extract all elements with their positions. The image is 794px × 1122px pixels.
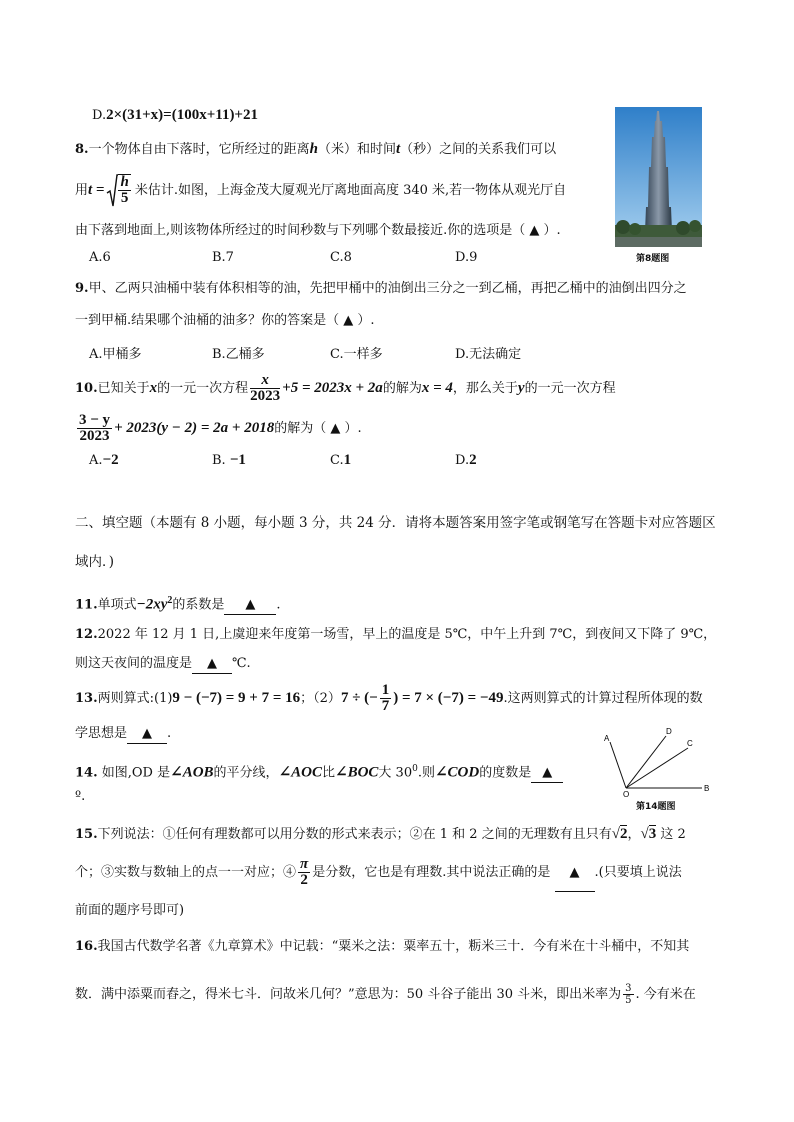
q15-line-2 [75, 855, 682, 892]
q11-answer-blank: ▲ [224, 596, 276, 615]
q8-text: 一个物体自由下落时，它所经过的距离 [88, 142, 310, 157]
ray-oc [626, 748, 688, 788]
q14-text: 的度数是 [479, 765, 532, 781]
q8-text: （米）和时间 [317, 142, 396, 157]
q13-text: 两则算式:(1) [97, 691, 173, 706]
q10-text: 已知关于 [97, 381, 150, 396]
q14-figure-caption: 第14题图 [636, 802, 676, 812]
q9-option-a: A.甲桶多 [89, 347, 142, 362]
q10-option-value: 2 [469, 452, 477, 468]
q9-text: 甲、乙两只油桶中装有体积相等的油，先把甲桶中的油倒出三分之一到乙桶，再把乙桶中的油倒出四分之 [88, 281, 687, 296]
q13-answer-blank: ▲ [127, 725, 167, 744]
q10-eq1-rest: +5 = 2023x + 2a [282, 380, 383, 396]
q10-eq2-rest: + 2023(y − 2) = 2a + 2018 [114, 420, 275, 436]
q13-frac-num: 1 [381, 682, 390, 698]
q11-number: 11. [75, 597, 98, 613]
q10-var-y: y [517, 380, 525, 396]
label-c: C [687, 739, 693, 748]
q15-number: 15. [75, 827, 98, 842]
q8-text: 用 [75, 183, 89, 198]
q10-eq2-num: 3 − y [79, 412, 111, 428]
q9-line-2: 一到甲桶.结果哪个油桶的油多？你的答案是（ ▲ ）. [75, 313, 375, 328]
q15-text: 个；③实数与数轴上的点一一对应；④ [75, 865, 297, 880]
q13-line-1 [75, 680, 703, 717]
q14-number: 14. [75, 765, 98, 781]
q16-line-2 [75, 980, 696, 1010]
q14-answer-blank: ▲ [531, 764, 563, 783]
q15-radicand-3: 3 [648, 826, 657, 842]
q10-option-value: −2 [102, 452, 119, 468]
q10-option-a [89, 452, 119, 469]
q10-line-2 [75, 410, 362, 447]
q8-option-b: B.7 [212, 250, 234, 265]
q10-option-label: B. [212, 453, 226, 468]
q15-line-1 [75, 825, 686, 844]
q12-answer-blank: ▲ [192, 655, 232, 674]
q8-formula-num: h [120, 174, 129, 190]
q14-angle-boc: ∠BOC [335, 764, 379, 781]
q14-text: .则 [417, 765, 435, 781]
q14-text: 大 30 [378, 765, 413, 781]
label-d: D [666, 727, 672, 736]
q10-number: 10. [75, 381, 98, 396]
label-a: A [604, 734, 610, 743]
q15-text: 是分数，它也是有理数.其中说法正确的是 [312, 865, 551, 880]
q10-var-x: x [149, 380, 158, 396]
q13-frac-den: 7 [381, 698, 390, 714]
q11-text: 的系数是 [172, 597, 225, 613]
q8-option-d: D.9 [455, 250, 478, 265]
q11-line [75, 592, 281, 615]
q12-line-1 [75, 626, 716, 644]
q10-eq2-den: 2023 [79, 428, 110, 444]
q11-text: . [276, 597, 281, 613]
q16-frac-den: 5 [625, 995, 632, 1006]
q13-text: 学思想是 [75, 726, 128, 741]
q13-text: ；（2） [300, 691, 341, 706]
section2-heading-cont: 域内．) [75, 554, 115, 570]
q15-pi-den: 2 [300, 872, 308, 888]
q10-text: 的解为 [382, 381, 422, 396]
q15-sqrt3: √3 [640, 826, 657, 842]
sqrt-sign-icon [106, 173, 118, 209]
q14-angle-cod: ∠COD [434, 764, 480, 781]
q8-option-a: A.6 [89, 250, 111, 265]
q15-pi-num: π [300, 856, 309, 872]
q8-sqrt [106, 173, 132, 209]
q16-text: 我国古代数学名著《九章算术》中记载：“粟米之法：粟率五十，粝米三十．今有米在十斗桶中，不知其 [97, 939, 690, 954]
q14-line-2: º. [75, 789, 86, 804]
q14-angle-diagram [598, 724, 718, 800]
ray-oa [610, 742, 626, 788]
q11-expr: −2xy [136, 596, 168, 613]
q10-text: 的解为（ ▲ ）. [274, 421, 362, 436]
q10-option-value: −1 [229, 452, 246, 468]
q8-figure-caption: 第8题图 [636, 254, 670, 264]
q9-option-d: D.无法确定 [455, 347, 522, 362]
q8-line-2 [75, 172, 566, 209]
q12-text: ℃. [232, 656, 251, 671]
q10-option-label: C. [330, 453, 344, 468]
q13-expr-2b: ) = 7 × (−7) = −49 [393, 690, 504, 706]
q10-option-value: 1 [343, 452, 352, 468]
q13-line-2 [75, 725, 171, 744]
q15-text: ， [627, 827, 641, 842]
q10-eq1-den: 2023 [250, 388, 281, 404]
q13-expr-2a: 7 ÷ (− [340, 690, 378, 706]
q14-angle-aoc: ∠AOC [278, 764, 322, 781]
q10-solution: x = 4 [421, 380, 453, 396]
q12-number: 12. [75, 627, 98, 642]
q8-var-h: h [309, 141, 318, 157]
q15-text: 下列说法：①任何有理数都可以用分数的形式来表示；②在 1 和 2 之间的无理数有且只有 [97, 827, 612, 842]
q8-line-3: 由下落到地面上,则该物体所经过的时间秒数与下列哪个数最接近.你的选项是（ ▲ ）. [75, 223, 561, 238]
q10-option-label: D. [455, 453, 470, 468]
q13-text: .这两则算式的计算过程所体现的数 [503, 691, 703, 706]
q10-eq1-num: x [250, 373, 280, 389]
q9-number: 9. [75, 281, 89, 296]
q14-degree: 0 [412, 764, 418, 774]
q15-text: .(只要填上说法 [594, 865, 682, 880]
q12-text: 2022 年 12 月 1 日,上虞迎来年度第一场雪，早上的温度是 5℃，中午上升到 7℃，到夜间又下降了 9℃， [97, 627, 717, 642]
q16-text: 数．满中添粟而舂之，得米七斗．问故米几何？”意思为：50 斗谷子能出 30 斗米，即出米率为 [75, 987, 622, 1002]
q10-text: ，那么关于 [452, 381, 518, 396]
q12-text: 则这天夜间的温度是 [75, 656, 193, 671]
q8-number: 8. [75, 142, 89, 157]
q15-sqrt2: √2 [611, 826, 628, 842]
q8-text: （秒）之间的关系我们可以 [400, 142, 557, 157]
q13-number: 13. [75, 691, 98, 706]
q9-option-c: C.一样多 [330, 347, 383, 362]
q16-line-1 [75, 938, 689, 956]
q11-exponent: 2 [167, 595, 173, 606]
q15-text: 这 2 [660, 827, 686, 842]
q9-option-b: B.乙桶多 [212, 347, 265, 362]
q13-text: . [167, 726, 172, 741]
q10-option-label: A. [89, 453, 103, 468]
q11-text: 单项式 [97, 597, 137, 613]
label-o: O [623, 790, 630, 799]
q12-line-2 [75, 655, 251, 674]
q10-text: 的一元一次方程 [157, 381, 249, 396]
q8-line-1 [75, 140, 556, 159]
q14-line-1 [75, 760, 563, 783]
q10-option-d [455, 452, 477, 469]
q14-angle-aob: ∠AOB [170, 764, 214, 781]
q10-text: 的一元一次方程 [524, 381, 616, 396]
q8-formula-den: 5 [120, 190, 129, 206]
q10-option-b [212, 452, 246, 469]
q8-option-c: C.8 [330, 250, 352, 265]
section2-heading: 二、填空题（本题有 8 小题，每小题 3 分，共 24 分．请将本题答案用签字笔或钢笔写在答题卡对应答题区 [75, 515, 716, 531]
ray-od [626, 736, 666, 788]
q9-line-1 [75, 280, 687, 298]
q7-option-d [92, 106, 258, 125]
q10-line-1 [75, 370, 616, 407]
q15-radicand-2: 2 [619, 826, 628, 842]
q14-text: 比 [321, 765, 335, 781]
q15-line-3: 前面的题序号即可) [75, 903, 185, 918]
q15-answer-blank: ▲ [555, 855, 595, 892]
q10-option-c [330, 452, 351, 469]
q8-tower-photo [615, 107, 702, 247]
q14-text: 的平分线， [213, 765, 279, 781]
label-b: B [704, 784, 710, 793]
q16-frac-num: 3 [625, 983, 632, 994]
q8-formula-lhs: t = [88, 182, 105, 198]
q8-var-t: t [395, 141, 401, 157]
q7-option-d-label: D. [92, 108, 107, 123]
q16-text: . 今有米在 [635, 987, 696, 1002]
q8-text: 米估计.如图，上海金茂大厦观光厅离地面高度 340 米,若一物体从观光厅自 [134, 183, 567, 198]
q16-number: 16. [75, 939, 98, 954]
q14-text: 如图,OD 是 [101, 765, 171, 781]
q7-option-d-expr: 2×(31+x)=(100x+11)+21 [106, 107, 258, 123]
q13-expr-1: 9 − (−7) = 9 + 7 = 16 [172, 690, 301, 706]
